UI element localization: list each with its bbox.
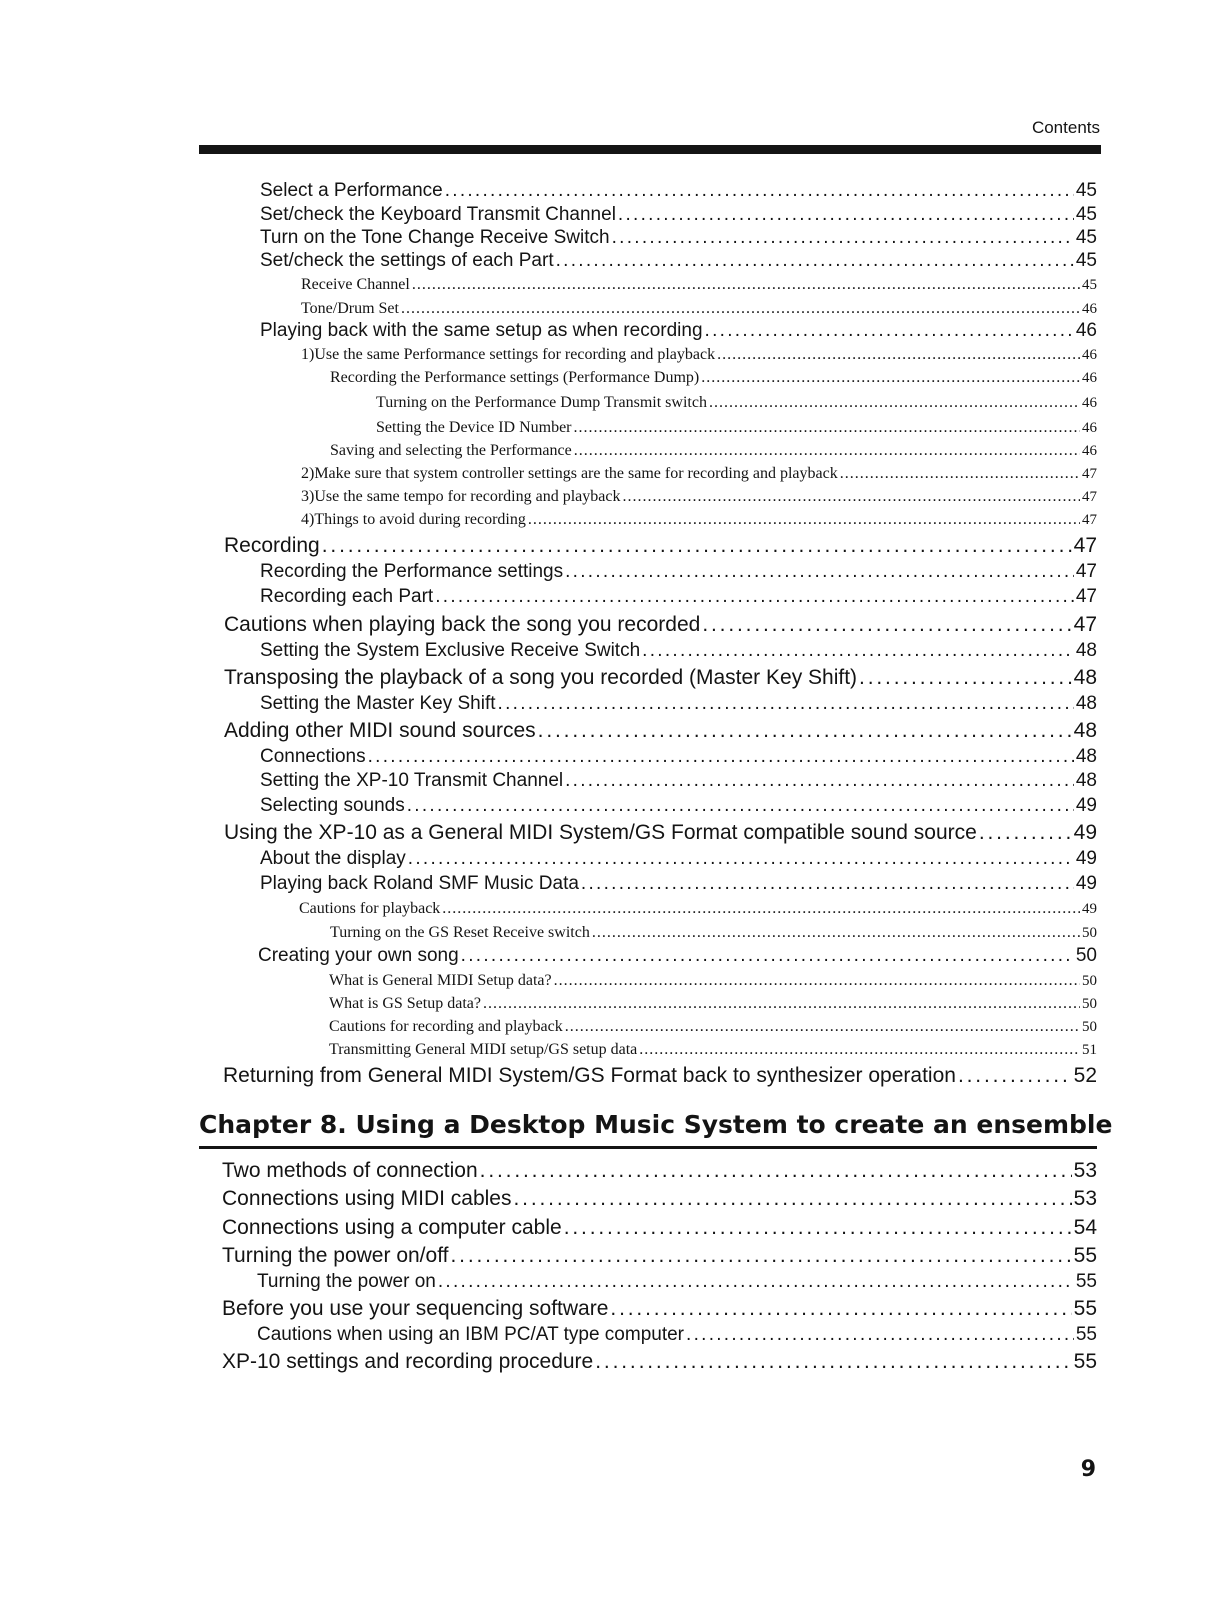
toc-entry[interactable]: Recording . . . 47: [224, 534, 1097, 558]
toc-entry[interactable]: Before you use your sequencing software . . . 55: [222, 1297, 1097, 1321]
toc-entry[interactable]: Connections using a computer cable . . . 54: [222, 1216, 1097, 1240]
toc-entry[interactable]: Transposing the playback of a song you recorded (Master Key Shift) . . . 48: [224, 666, 1097, 690]
toc-entry[interactable]: 2) Make sure that system controller settings are the same for recording and playback . . . 47: [301, 465, 1097, 483]
toc-entry[interactable]: Cautions when playing back the song you recorded . . . 47: [224, 613, 1097, 637]
toc-entry[interactable]: Recording each Part . . . 47: [260, 586, 1097, 608]
toc-entry[interactable]: Turning the power on . . . 55: [257, 1271, 1097, 1293]
toc-entry[interactable]: Turning on the GS Reset Receive switch . . . 50: [330, 924, 1097, 942]
toc-entry[interactable]: Connections . . . 48: [260, 746, 1097, 768]
toc-entry[interactable]: Turn on the Tone Change Receive Switch . . . 45: [260, 227, 1097, 249]
toc-entry[interactable]: Turning on the Performance Dump Transmit switch . . . 46: [376, 394, 1097, 412]
toc-entry[interactable]: Returning from General MIDI System/GS Format back to synthesizer operation . . . 52: [223, 1064, 1097, 1088]
chapter-rule: [199, 1146, 1097, 1149]
toc-entry[interactable]: Setting the XP-10 Transmit Channel . . . 48: [260, 770, 1097, 792]
chapter-title: Chapter 8. Using a Desktop Music System to create an ensemble: [199, 1110, 1113, 1139]
toc-entry[interactable]: Set/check the settings of each Part . . . 45: [260, 250, 1097, 272]
toc-entry[interactable]: Saving and selecting the Performance . . . 46: [330, 442, 1097, 460]
toc-entry[interactable]: Receive Channel . . . 45: [301, 276, 1097, 294]
toc-entry[interactable]: Tone/Drum Set . . . 46: [301, 300, 1097, 318]
toc-entry[interactable]: Creating your own song . . . 50: [258, 945, 1097, 967]
toc-entry[interactable]: Cautions for playback . . . 49: [299, 900, 1097, 918]
toc-entry[interactable]: Playing back Roland SMF Music Data . . . 49: [260, 873, 1097, 895]
toc-entry[interactable]: Transmitting General MIDI setup/GS setup data . . . 51: [329, 1041, 1097, 1059]
toc-entry[interactable]: Turning the power on/off . . . 55: [222, 1244, 1097, 1268]
toc-entry[interactable]: What is GS Setup data? . . . 50: [329, 995, 1097, 1013]
toc-entry[interactable]: What is General MIDI Setup data? . . . 50: [329, 972, 1097, 990]
toc-entry[interactable]: XP-10 settings and recording procedure . . . 55: [222, 1350, 1097, 1374]
toc-entry[interactable]: Set/check the Keyboard Transmit Channel . . . 45: [260, 204, 1097, 226]
toc-entry[interactable]: Setting the Master Key Shift . . . 48: [260, 693, 1097, 715]
toc-entry[interactable]: Setting the System Exclusive Receive Switch . . . 48: [260, 640, 1097, 662]
toc-entry[interactable]: Recording the Performance settings (Performance Dump) . . . 46: [330, 369, 1097, 387]
toc-entry[interactable]: Connections using MIDI cables . . . 53: [222, 1187, 1097, 1211]
page-number: 9: [1080, 1457, 1096, 1482]
toc-entry[interactable]: Two methods of connection . . . 53: [222, 1159, 1097, 1183]
toc-entry[interactable]: Recording the Performance settings . . . 47: [260, 561, 1097, 583]
toc-entry[interactable]: Setting the Device ID Number . . . 46: [376, 419, 1097, 437]
toc-entry[interactable]: Selecting sounds . . . 49: [260, 795, 1097, 817]
toc-entry[interactable]: About the display . . . 49: [260, 848, 1097, 870]
toc-entry[interactable]: Playing back with the same setup as when recording . . . 46: [260, 320, 1097, 342]
toc-entry[interactable]: 4) Things to avoid during recording . . . 47: [301, 511, 1097, 529]
toc-entry[interactable]: Using the XP-10 as a General MIDI System/GS Format compatible sound source . . . 49: [224, 821, 1097, 845]
toc-entry[interactable]: 1) Use the same Performance settings for recording and playback . . . 46: [301, 346, 1097, 364]
running-header: Contents: [1031, 118, 1100, 137]
toc-entry[interactable]: 3) Use the same tempo for recording and playback . . . 47: [301, 488, 1097, 506]
toc-entry[interactable]: Adding other MIDI sound sources . . . 48: [224, 719, 1097, 743]
header-rule: [199, 145, 1101, 154]
toc-entry[interactable]: Cautions when using an IBM PC/AT type computer . . . 55: [257, 1324, 1097, 1346]
toc-entry[interactable]: Cautions for recording and playback . . . 50: [329, 1018, 1097, 1036]
toc-entry[interactable]: Select a Performance . . . 45: [260, 180, 1097, 202]
